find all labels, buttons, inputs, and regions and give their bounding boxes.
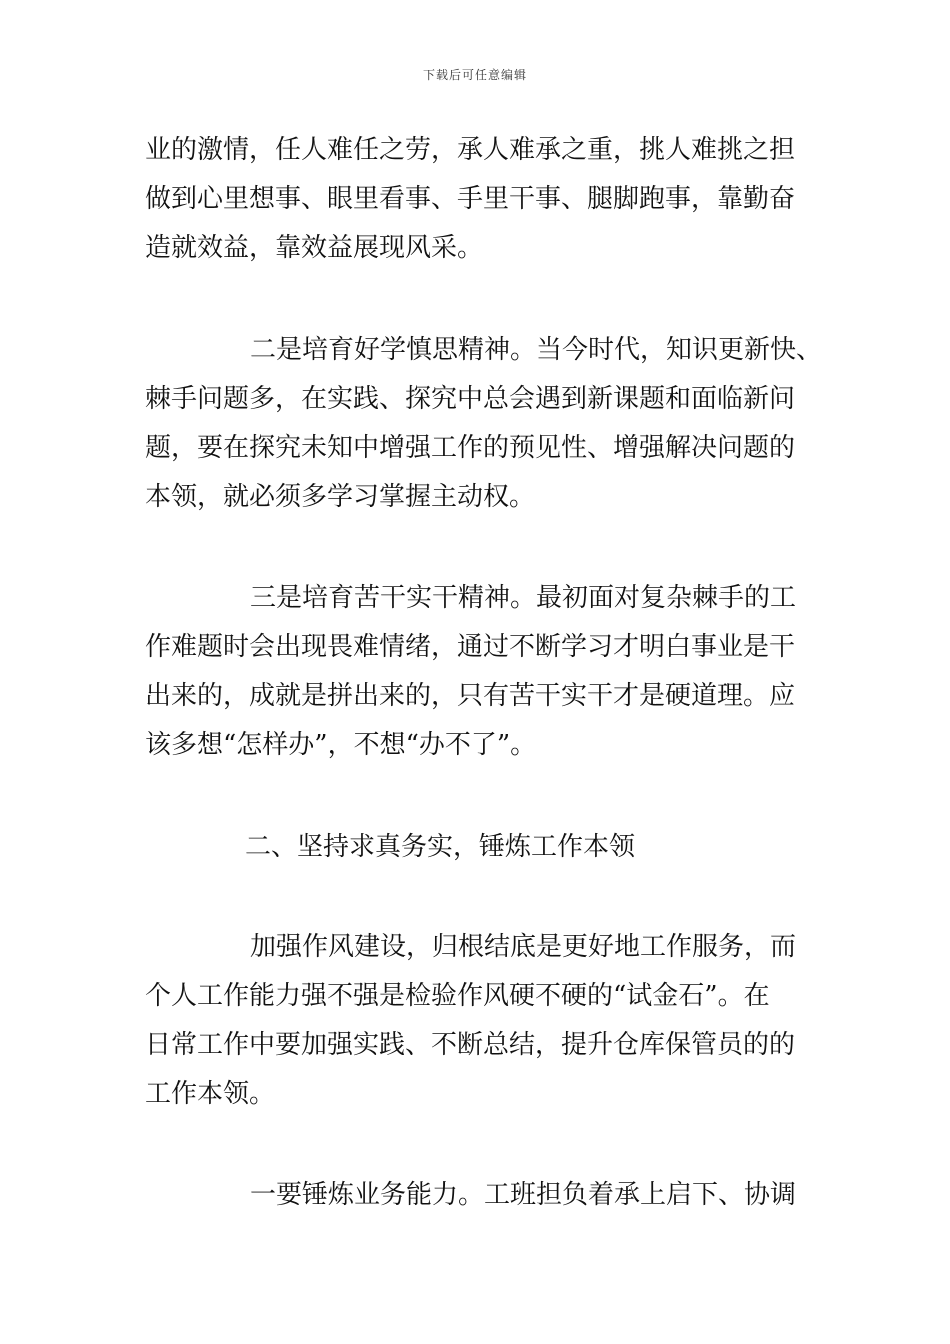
page-header: 下载后可任意编辑 xyxy=(422,68,527,82)
body-line: 本领，就必须多学习掌握主动权。 xyxy=(145,482,536,512)
body-line: 做到心里想事、眼里看事、手里干事、腿脚跑事，靠勤奋 xyxy=(145,184,796,214)
section-heading: 二、坚持求真务实，锤炼工作本领 xyxy=(245,832,636,862)
body-line: 该多想“怎样办”，不想“办不了”。 xyxy=(145,730,537,760)
paragraph-first-line: 二是培育好学慎思精神。当今时代，知识更新快、 xyxy=(250,335,823,365)
body-line: 作难题时会出现畏难情绪，通过不断学习才明白事业是干 xyxy=(145,632,796,662)
body-line: 造就效益，靠效益展现风采。 xyxy=(145,233,484,263)
body-line: 棘手问题多，在实践、探究中总会遇到新课题和面临新问 xyxy=(145,384,796,414)
body-line: 工作本领。 xyxy=(145,1079,276,1109)
body-line: 个人工作能力强不强是检验作风硬不硬的“试金石”。在 xyxy=(145,981,770,1011)
body-line: 日常工作中要加强实践、不断总结，提升仓库保管员的的 xyxy=(145,1030,796,1060)
body-line: 出来的，成就是拼出来的，只有苦干实干才是硬道理。应 xyxy=(145,681,796,711)
paragraph-first-line: 三是培育苦干实干精神。最初面对复杂棘手的工 xyxy=(250,583,797,613)
body-line: 题，要在探究未知中增强工作的预见性、增强解决问题的 xyxy=(145,433,796,463)
body-line: 业的激情，任人难任之劳，承人难承之重，挑人难挑之担 xyxy=(145,135,796,165)
paragraph-first-line: 一要锤炼业务能力。工班担负着承上启下、协调 xyxy=(250,1180,797,1210)
paragraph-first-line: 加强作风建设，归根结底是更好地工作服务，而 xyxy=(250,932,797,962)
